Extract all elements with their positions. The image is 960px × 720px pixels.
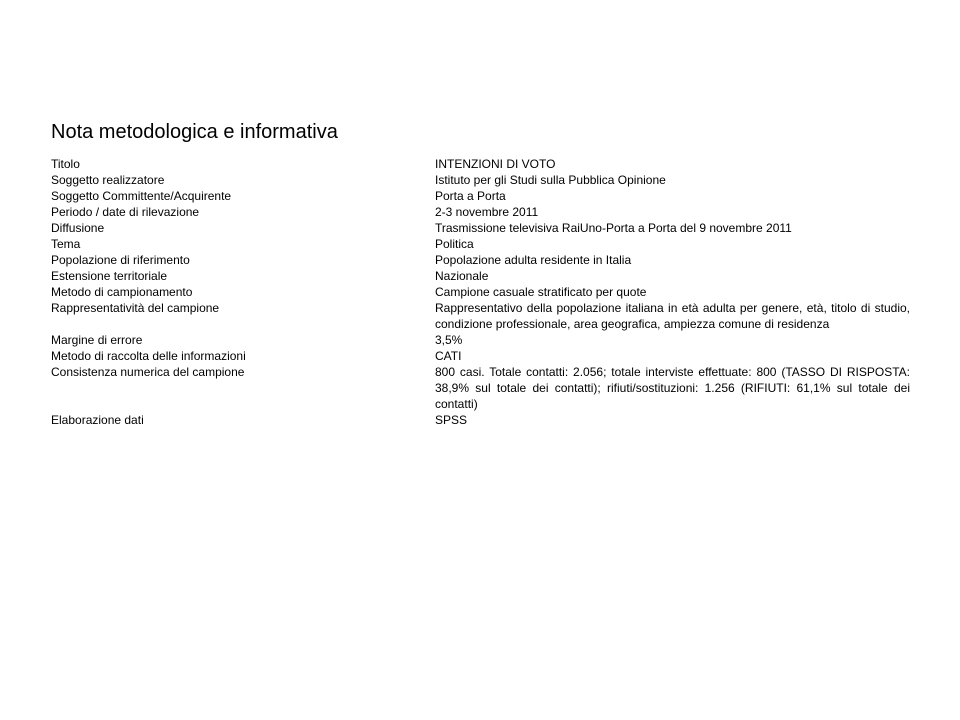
row-margine-errore — [51, 332, 910, 348]
value-margine-errore: 3,5% — [435, 333, 463, 347]
label-rappresentativita: Rappresentatività del campione — [51, 301, 220, 315]
row-elaborazione — [51, 412, 910, 428]
value-periodo: 2-3 novembre 2011 — [435, 205, 539, 219]
row-metodo-campionamento — [51, 284, 910, 300]
value-diffusione: Trasmissione televisiva RaiUno-Porta a Porta del 9 novembre 2011 — [435, 221, 792, 235]
row-popolazione — [51, 252, 910, 268]
label-diffusione: Diffusione — [51, 221, 105, 235]
page-title: Nota metodologica e informativa — [51, 121, 338, 143]
value-popolazione: Popolazione adulta residente in Italia — [435, 253, 632, 267]
value-rappresentativita: Rappresentativo della popolazione italiana in età adulta per genere, età, titolo di studio, condizione professionale, area geografica, ampiezza comune di residenza — [435, 301, 910, 331]
label-consistenza: Consistenza numerica del campione — [51, 365, 245, 379]
label-metodo-campionamento: Metodo di campionamento — [51, 285, 193, 299]
row-periodo — [51, 204, 910, 220]
value-consistenza: 800 casi. Totale contatti: 2.056; totale interviste effettuate: 800 (TASSO DI RISPOSTA: 38,9% sul totale dei contatti); rifiuti/sostituzioni: 1.256 (RIFIUTI: 61,1% sul totale dei contatti) — [435, 365, 910, 411]
value-tema: Politica — [435, 237, 474, 251]
label-margine-errore: Margine di errore — [51, 333, 143, 347]
methodology-table — [51, 156, 910, 428]
row-rappresentativita — [51, 300, 910, 332]
value-soggetto-realizzatore: Istituto per gli Studi sulla Pubblica Opinione — [435, 173, 666, 187]
value-soggetto-committente: Porta a Porta — [435, 189, 506, 203]
label-periodo: Periodo / date di rilevazione — [51, 205, 200, 219]
row-metodo-raccolta — [51, 348, 910, 364]
value-estensione: Nazionale — [435, 269, 489, 283]
label-soggetto-realizzatore: Soggetto realizzatore — [51, 173, 165, 187]
label-estensione: Estensione territoriale — [51, 269, 168, 283]
value-metodo-raccolta: CATI — [435, 349, 462, 363]
row-soggetto-realizzatore — [51, 172, 910, 188]
value-metodo-campionamento: Campione casuale stratificato per quote — [435, 285, 647, 299]
label-elaborazione: Elaborazione dati — [51, 413, 144, 427]
row-consistenza — [51, 364, 910, 412]
label-popolazione: Popolazione di riferimento — [51, 253, 190, 267]
row-soggetto-committente — [51, 188, 910, 204]
row-titolo — [51, 156, 910, 172]
label-metodo-raccolta: Metodo di raccolta delle informazioni — [51, 349, 246, 363]
value-titolo: INTENZIONI DI VOTO — [435, 157, 556, 171]
row-tema — [51, 236, 910, 252]
label-tema: Tema — [51, 237, 81, 251]
label-titolo: Titolo — [51, 157, 80, 171]
label-soggetto-committente: Soggetto Committente/Acquirente — [51, 189, 232, 203]
value-elaborazione: SPSS — [435, 413, 468, 427]
row-diffusione — [51, 220, 910, 236]
row-estensione — [51, 268, 910, 284]
